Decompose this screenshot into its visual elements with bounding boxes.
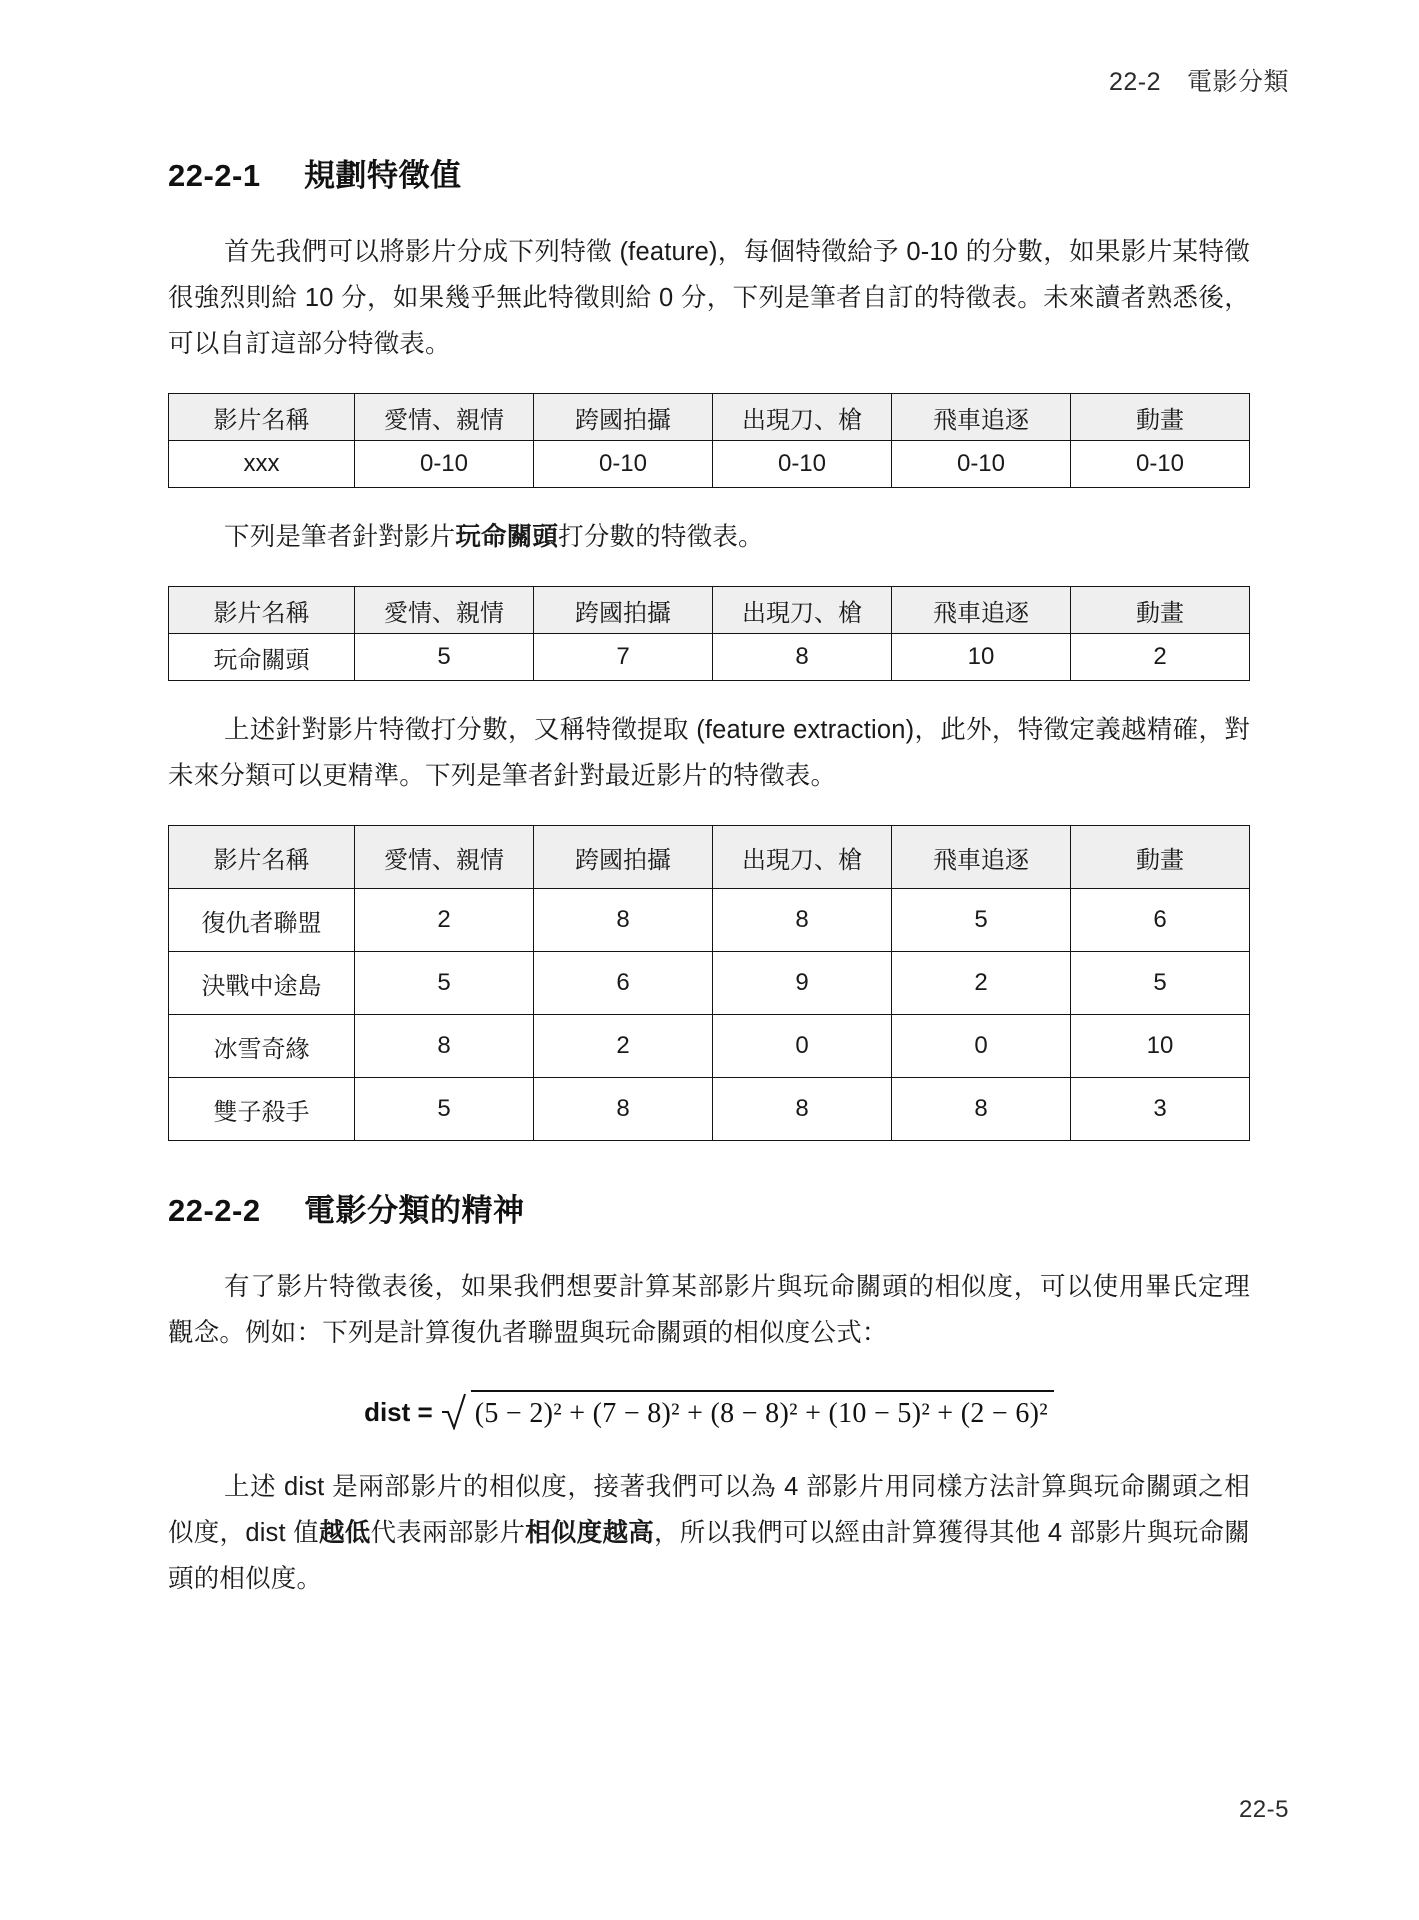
column-header-animation: 動畫: [1071, 587, 1250, 634]
paragraph-5: [168, 1464, 1250, 1602]
table-row: [169, 952, 1250, 1015]
running-header: [1109, 62, 1289, 98]
table-header-row: [169, 587, 1250, 634]
column-header-romance: 愛情、親情: [355, 587, 534, 634]
column-header-car-chase: 飛車追逐: [892, 826, 1071, 889]
formula-expression: [364, 1390, 1054, 1434]
cell-weapons: 8: [713, 634, 892, 681]
cell-car-chase: 0-10: [892, 441, 1071, 488]
paragraph-2-part-a: 下列是筆者針對影片: [224, 523, 456, 551]
cell-car-chase: 0: [892, 1015, 1071, 1078]
paragraph-2: [168, 514, 1250, 560]
paragraph-2-part-c: 打分數的特徵表。: [558, 523, 764, 551]
paragraph-2-emphasis: 玩命關頭: [455, 523, 559, 551]
section-title-22-2-1: 規劃特徵值: [304, 158, 462, 193]
section-number-22-2-2: 22-2-2: [168, 1193, 261, 1228]
cell-animation: 3: [1071, 1078, 1250, 1141]
column-header-animation: 動畫: [1071, 394, 1250, 441]
cell-international: 8: [534, 1078, 713, 1141]
paragraph-1: 首先我們可以將影片分成下列特徵 (feature)，每個特徵給予 0-10 的分數，如果影片某特徵很強烈則給 10 分，如果幾乎無此特徵則給 0 分，下列是筆者自訂的特徵表。未來讀者熟悉後，可以自訂這部分特徵表。: [168, 238, 1250, 358]
column-header-weapons: 出現刀、槍: [713, 394, 892, 441]
column-header-movie-name: 影片名稱: [169, 394, 355, 441]
column-header-romance: 愛情、親情: [355, 394, 534, 441]
paragraph-5-emphasis-high: 相似度越高: [525, 1519, 654, 1547]
feature-table-movies: [168, 825, 1250, 1141]
table-row: [169, 889, 1250, 952]
cell-car-chase: 5: [892, 889, 1071, 952]
paragraph-5-part-a: 上述 dist 是兩部影片的相似度，接著我們可以為 4 部影片用同樣方法計算與玩命關頭之相似度，dist 值: [168, 1473, 1250, 1547]
cell-movie-name: 雙子殺手: [169, 1078, 355, 1141]
feature-table-furious: [168, 586, 1250, 681]
table-row: [169, 634, 1250, 681]
column-header-weapons: 出現刀、槍: [713, 587, 892, 634]
square-root-icon: [441, 1390, 1054, 1434]
paragraph-5-part-e: ，所以我們可以經由計算獲得其他 4 部影片與玩命關頭的相似度。: [168, 1519, 1250, 1593]
cell-romance: 5: [355, 634, 534, 681]
column-header-weapons: 出現刀、槍: [713, 826, 892, 889]
running-header-chapter-title: 電影分類: [1186, 68, 1289, 96]
distance-formula: [168, 1390, 1250, 1434]
cell-international: 0-10: [534, 441, 713, 488]
cell-movie-name: 冰雪奇緣: [169, 1015, 355, 1078]
cell-weapons: 8: [713, 889, 892, 952]
table-row: [169, 1015, 1250, 1078]
column-header-car-chase: 飛車追逐: [892, 394, 1071, 441]
cell-romance: 0-10: [355, 441, 534, 488]
table-row: [169, 1078, 1250, 1141]
cell-car-chase: 10: [892, 634, 1071, 681]
paragraph-3: 上述針對影片特徵打分數，又稱特徵提取 (feature extraction)，此外，特徵定義越精確，對未來分類可以更精準。下列是筆者針對最近影片的特徵表。: [168, 716, 1250, 790]
column-header-romance: 愛情、親情: [355, 826, 534, 889]
cell-animation: 6: [1071, 889, 1250, 952]
cell-romance: 8: [355, 1015, 534, 1078]
cell-animation: 0-10: [1071, 441, 1250, 488]
radical-sign-icon: [441, 1392, 467, 1430]
cell-animation: 2: [1071, 634, 1250, 681]
formula-label: dist =: [364, 1396, 433, 1427]
cell-weapons: 0: [713, 1015, 892, 1078]
column-header-car-chase: 飛車追逐: [892, 587, 1071, 634]
section-number-22-2-1: 22-2-1: [168, 158, 261, 193]
cell-international: 8: [534, 889, 713, 952]
paragraph-5-emphasis-low: 越低: [318, 1519, 371, 1547]
cell-car-chase: 8: [892, 1078, 1071, 1141]
cell-animation: 5: [1071, 952, 1250, 1015]
cell-international: 7: [534, 634, 713, 681]
cell-movie-name: xxx: [169, 441, 355, 488]
column-header-international: 跨國拍攝: [534, 587, 713, 634]
column-header-movie-name: 影片名稱: [169, 826, 355, 889]
cell-movie-name: 復仇者聯盟: [169, 889, 355, 952]
cell-weapons: 8: [713, 1078, 892, 1141]
column-header-international: 跨國拍攝: [534, 826, 713, 889]
table-header-row: [169, 826, 1250, 889]
column-header-animation: 動畫: [1071, 826, 1250, 889]
page-number: 22-5: [1238, 1796, 1289, 1823]
table-header-row: [169, 394, 1250, 441]
feature-table-template: [168, 393, 1250, 488]
running-header-chapter-number: 22-2: [1108, 68, 1161, 96]
section-title-22-2-2: 電影分類的精神: [304, 1193, 525, 1228]
page-content: [168, 150, 1250, 1620]
cell-animation: 10: [1071, 1015, 1250, 1078]
cell-car-chase: 2: [892, 952, 1071, 1015]
cell-movie-name: 玩命關頭: [169, 634, 355, 681]
table-row: [169, 441, 1250, 488]
paragraph-4: 有了影片特徵表後，如果我們想要計算某部影片與玩命關頭的相似度，可以使用畢氏定理觀念。例如：下列是計算復仇者聯盟與玩命關頭的相似度公式：: [168, 1273, 1250, 1347]
cell-romance: 2: [355, 889, 534, 952]
cell-movie-name: 決戰中途島: [169, 952, 355, 1015]
column-header-international: 跨國拍攝: [534, 394, 713, 441]
paragraph-5-part-c: 代表兩部影片: [370, 1519, 526, 1547]
cell-international: 6: [534, 952, 713, 1015]
cell-romance: 5: [355, 1078, 534, 1141]
cell-international: 2: [534, 1015, 713, 1078]
cell-weapons: 9: [713, 952, 892, 1015]
cell-romance: 5: [355, 952, 534, 1015]
section-heading-22-2-1: [168, 150, 1250, 195]
cell-weapons: 0-10: [713, 441, 892, 488]
formula-terms: (5 − 2)² + (7 − 8)² + (8 − 8)² + (10 − 5)² + (2 − 6)²: [471, 1390, 1054, 1434]
column-header-movie-name: 影片名稱: [169, 587, 355, 634]
section-heading-22-2-2: [168, 1185, 1250, 1230]
